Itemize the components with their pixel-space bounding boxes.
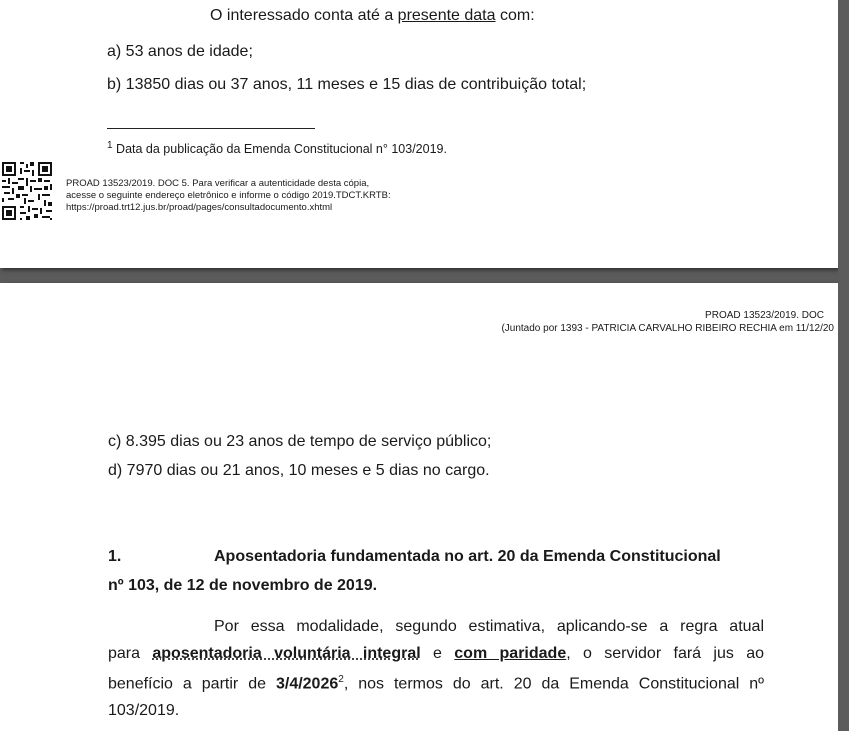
footnote — [107, 140, 447, 156]
page-header-line-2: (Juntado por 1393 - PATRICIA CARVALHO RIBEIRO RECHIA em 11/12/20 — [501, 323, 834, 334]
item-d: d) 7970 dias ou 21 anos, 10 meses e 5 dias no cargo. — [108, 462, 490, 479]
line3-prefix: benefício a partir de — [108, 675, 276, 693]
retirement-type-emphasis: aposentadoria voluntária integral — [152, 644, 421, 662]
paragraph-line-4: 103/2019. — [108, 701, 180, 719]
stamp-line-2: acesse o seguinte endereço eletrônico e informe o código 2019.TDCT.KRTB: — [66, 190, 391, 201]
footnote-text: Data da publicação da Emenda Constitucional n° 103/2019. — [112, 142, 447, 157]
item-a: a) 53 anos de idade; — [107, 43, 253, 60]
parity-emphasis: com paridade — [454, 644, 567, 662]
line2-conjunction: e — [420, 644, 455, 662]
page-header-line-1: PROAD 13523/2019. DOC — [705, 310, 824, 321]
stamp-line-3: https://proad.trt12.jus.br/proad/pages/consultadocumento.xhtml — [66, 202, 333, 213]
item-b: b) 13850 dias ou 37 anos, 11 meses e 15 dias de contribuição total; — [107, 76, 587, 93]
footnote-marker: 1 — [107, 140, 113, 151]
benefit-date: 3/4/2026 — [275, 675, 339, 693]
body-paragraph — [108, 614, 764, 724]
section-title-line-1: Aposentadoria fundamentada no art. 20 da Emenda Constitucional — [214, 548, 721, 565]
footnote-ref-2: 2 — [338, 674, 344, 685]
viewer-scroll-gutter — [838, 0, 849, 731]
section-title-line-2: nº 103, de 12 de novembro de 2019. — [108, 577, 378, 594]
intro-underlined: presente data — [397, 7, 496, 24]
qr-code-icon — [0, 160, 54, 222]
intro-prefix: O interessado conta até a — [210, 7, 398, 24]
intro-line — [210, 7, 535, 25]
line2-suffix: , o servidor fará jus ao — [566, 644, 765, 662]
line2-prefix: para — [108, 644, 153, 662]
line3-suffix: , nos termos do art. 20 da Emenda Constitucional nº — [343, 675, 764, 693]
paragraph-line-3 — [108, 667, 764, 698]
footnote-divider — [107, 128, 315, 129]
section-number: 1. — [108, 548, 122, 565]
paragraph-line-1: Por essa modalidade, segundo estimativa, aplicando-se a regra atual — [214, 618, 764, 635]
item-c: c) 8.395 dias ou 23 anos de tempo de serviço público; — [108, 433, 492, 450]
intro-suffix: com: — [495, 7, 535, 24]
document-page-1 — [0, 0, 838, 268]
paragraph-line-2 — [108, 641, 764, 668]
document-page-2 — [0, 283, 838, 731]
stamp-line-1: PROAD 13523/2019. DOC 5. Para verificar a autenticidade desta cópia, — [66, 178, 370, 189]
